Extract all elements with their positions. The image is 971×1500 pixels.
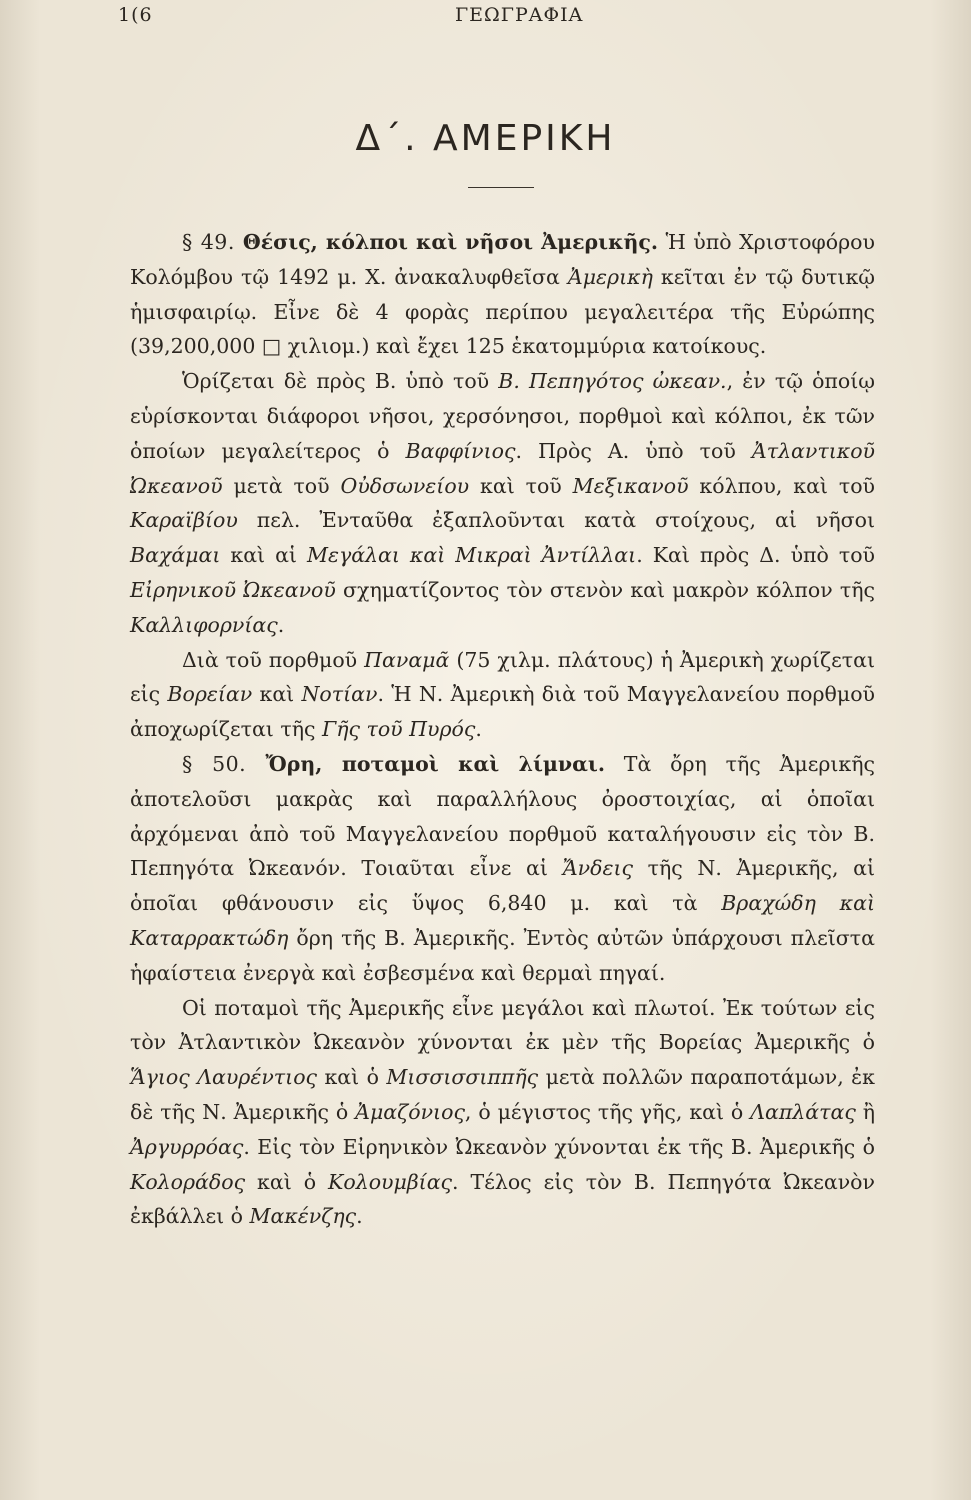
running-title: ΓΕΩΓΡΑΦΙΑ: [455, 4, 584, 26]
emphasized-term: Παναμᾶ: [364, 647, 450, 672]
paragraph: [130, 364, 875, 642]
text-run: , ἐν τῷ ὁποίῳ εὑρίσκονται διάφοροι νῆσοι, χερσόνησοι, πορθμοὶ καὶ κόλποι, ἐκ τῶν ὁποίων μεγαλείτερος ὁ: [130, 369, 875, 463]
emphasized-term: Καραϊβίου: [130, 508, 238, 533]
text-run: .: [356, 1204, 363, 1229]
paragraph: [130, 225, 875, 364]
text-run: . Καὶ πρὸς Δ. ὑπὸ τοῦ: [636, 543, 875, 568]
title-rule: [468, 187, 534, 188]
emphasized-term: Γῆς τοῦ Πυρός: [321, 717, 476, 742]
body-text: [130, 225, 875, 1234]
text-run: καὶ ὁ: [317, 1065, 387, 1090]
text-run: Διὰ τοῦ πορθμοῦ: [182, 647, 365, 672]
emphasized-term: Μακένζης: [249, 1204, 357, 1229]
section-number: § 50.: [182, 751, 266, 776]
text-run: κεῖται ἐν τῷ δυτικῷ ἡμισφαιρίῳ. Εἶνε δὲ 4 φορὰς περίπου μεγαλειτέρα τῆς Εὐρώπης (39,200,000 □ χιλιομ.) καὶ ἔχει 125 ἑκατομμύρια κατοίκους.: [130, 264, 875, 359]
emphasized-term: Μεγάλαι καὶ Μικραὶ Ἀντίλλαι: [306, 543, 637, 568]
emphasized-term: Ἅγιος Λαυρέντιος: [130, 1065, 318, 1090]
emphasized-term: Οὐδσωνείου: [340, 473, 470, 498]
text-run: ἢ: [855, 1099, 875, 1124]
emphasized-term: Καλλιφορνίας: [130, 612, 278, 637]
emphasized-term: Λαπλάτας: [750, 1099, 856, 1124]
section-number: § 49.: [182, 230, 243, 254]
running-head: [0, 4, 971, 30]
text-run: , ὁ μέγιστος τῆς γῆς, καὶ ὁ: [464, 1099, 751, 1124]
paragraph: [130, 643, 875, 747]
text-run: καὶ αἱ: [220, 543, 307, 568]
emphasized-term: Βαφφίνιος: [405, 438, 516, 463]
text-run: Ἡ ὑπὸ Χριστοφόρου Κολόμβου τῷ 1492 μ. Χ. ἀνακαλυφθεῖσα: [130, 230, 875, 289]
text-run: Οἱ ποταμοὶ τῆς Ἀμερικῆς εἶνε μεγάλοι καὶ πλωτοί. Ἐκ τούτων εἰς τὸν Ἀτλαντικὸν Ὠκεανὸν χύνονται ἐκ μὲν τῆς Βορείας Ἀμερικῆς ὁ: [130, 995, 875, 1055]
text-run: καὶ: [252, 682, 302, 707]
text-run: .: [475, 717, 482, 742]
text-run: ὄρη τῆς Β. Ἀμερικῆς. Ἐντὸς αὐτῶν ὑπάρχουσι πλεῖστα ἡφαίστεια ἐνεργὰ καὶ ἐσβεσμένα καὶ θερμαὶ πηγαί.: [130, 925, 875, 985]
text-run: Τὰ ὄρη τῆς Ἀμερικῆς ἀποτελοῦσι μακρὰς καὶ παραλλήλους ὀροστοιχίας, αἱ ὁποῖαι ἀρχόμεναι ἀπὸ τοῦ Μαγγελανείου πορθμοῦ καταλήγουσιν εἰς τὸν Β. Πεπηγότα Ὠκεανόν. Τοιαῦται εἶνε αἱ: [130, 751, 875, 881]
emphasized-term: Β. Πεπηγότος ὠκεαν.: [498, 369, 727, 394]
section-heading: Θέσις, κόλποι καὶ νῆσοι Ἀμερικῆς.: [242, 230, 658, 254]
text-run: καὶ ὁ: [245, 1169, 329, 1194]
emphasized-term: Βορείαν: [167, 682, 253, 707]
emphasized-term: Νοτίαν: [301, 682, 378, 707]
emphasized-term: Εἰρηνικοῦ Ὠκεανοῦ: [130, 577, 336, 602]
text-run: . Εἰς τὸν Εἰρηνικὸν Ὠκεανὸν χύνονται ἐκ τῆς Β. Ἀμερικῆς ὁ: [243, 1134, 875, 1159]
emphasized-term: Κολουμβίας: [328, 1169, 453, 1194]
chapter-title: Δ΄. ΑΜΕΡΙΚΗ: [355, 118, 616, 159]
text-run: σχηματίζοντος τὸν στενὸν καὶ μακρὸν κόλπον τῆς: [335, 577, 875, 602]
text-run: πελ. Ἐνταῦθα ἐξαπλοῦνται κατὰ στοίχους, αἱ νῆσοι: [237, 508, 875, 533]
emphasized-term: Κολοράδος: [130, 1169, 246, 1194]
text-run: . Ἡ Ν. Ἀμερικὴ διὰ τοῦ Μαγγελανείου πορθμοῦ ἀποχωρίζεται τῆς: [130, 682, 876, 742]
text-run: μετὰ τοῦ: [222, 473, 341, 498]
emphasized-term: Βραχώδη καὶ Καταρρακτώδη: [130, 891, 875, 950]
text-run: τῆς Ν. Ἀμερικῆς, αἱ ὁποῖαι φθάνουσιν εἰς ὕψος 6,840 μ. καὶ τὰ: [130, 856, 876, 916]
emphasized-term: Μεξικανοῦ: [572, 473, 689, 498]
page-number: 1(6: [118, 4, 153, 26]
text-run: κόλπου, καὶ τοῦ: [688, 473, 875, 498]
text-run: μετὰ πολλῶν παραποτάμων, ἐκ δὲ τῆς Ν. Ἀμερικῆς ὁ: [130, 1065, 875, 1124]
emphasized-term: Ἀργυρρόας: [130, 1134, 244, 1159]
paragraph: [130, 747, 875, 991]
emphasized-term: Ἀμερικὴ: [567, 264, 653, 289]
emphasized-term: Ἄνδεις: [562, 856, 633, 881]
text-run: Ὁρίζεται δὲ πρὸς Β. ὑπὸ τοῦ: [182, 369, 499, 394]
emphasized-term: Ἀμαζόνιος: [355, 1099, 465, 1124]
text-run: . Τέλος εἰς τὸν Β. Πεπηγότα Ὠκεανὸν ἐκβάλλει ὁ: [130, 1169, 875, 1229]
emphasized-term: Βαχάμαι: [130, 543, 221, 568]
text-run: καὶ τοῦ: [469, 473, 573, 498]
emphasized-term: Ἀτλαντικοῦ Ὠκεανοῦ: [130, 438, 875, 498]
emphasized-term: Μισσισσιππῆς: [386, 1065, 539, 1090]
text-run: . Πρὸς Α. ὑπὸ τοῦ: [515, 438, 752, 463]
section-heading: Ὄρη, ποταμοὶ καὶ λίμναι.: [265, 751, 605, 776]
paragraph: [130, 991, 875, 1235]
text-run: (75 χιλμ. πλάτους) ἡ Ἀμερικὴ χωρίζεται εἰς: [130, 647, 875, 707]
text-run: .: [277, 612, 285, 637]
